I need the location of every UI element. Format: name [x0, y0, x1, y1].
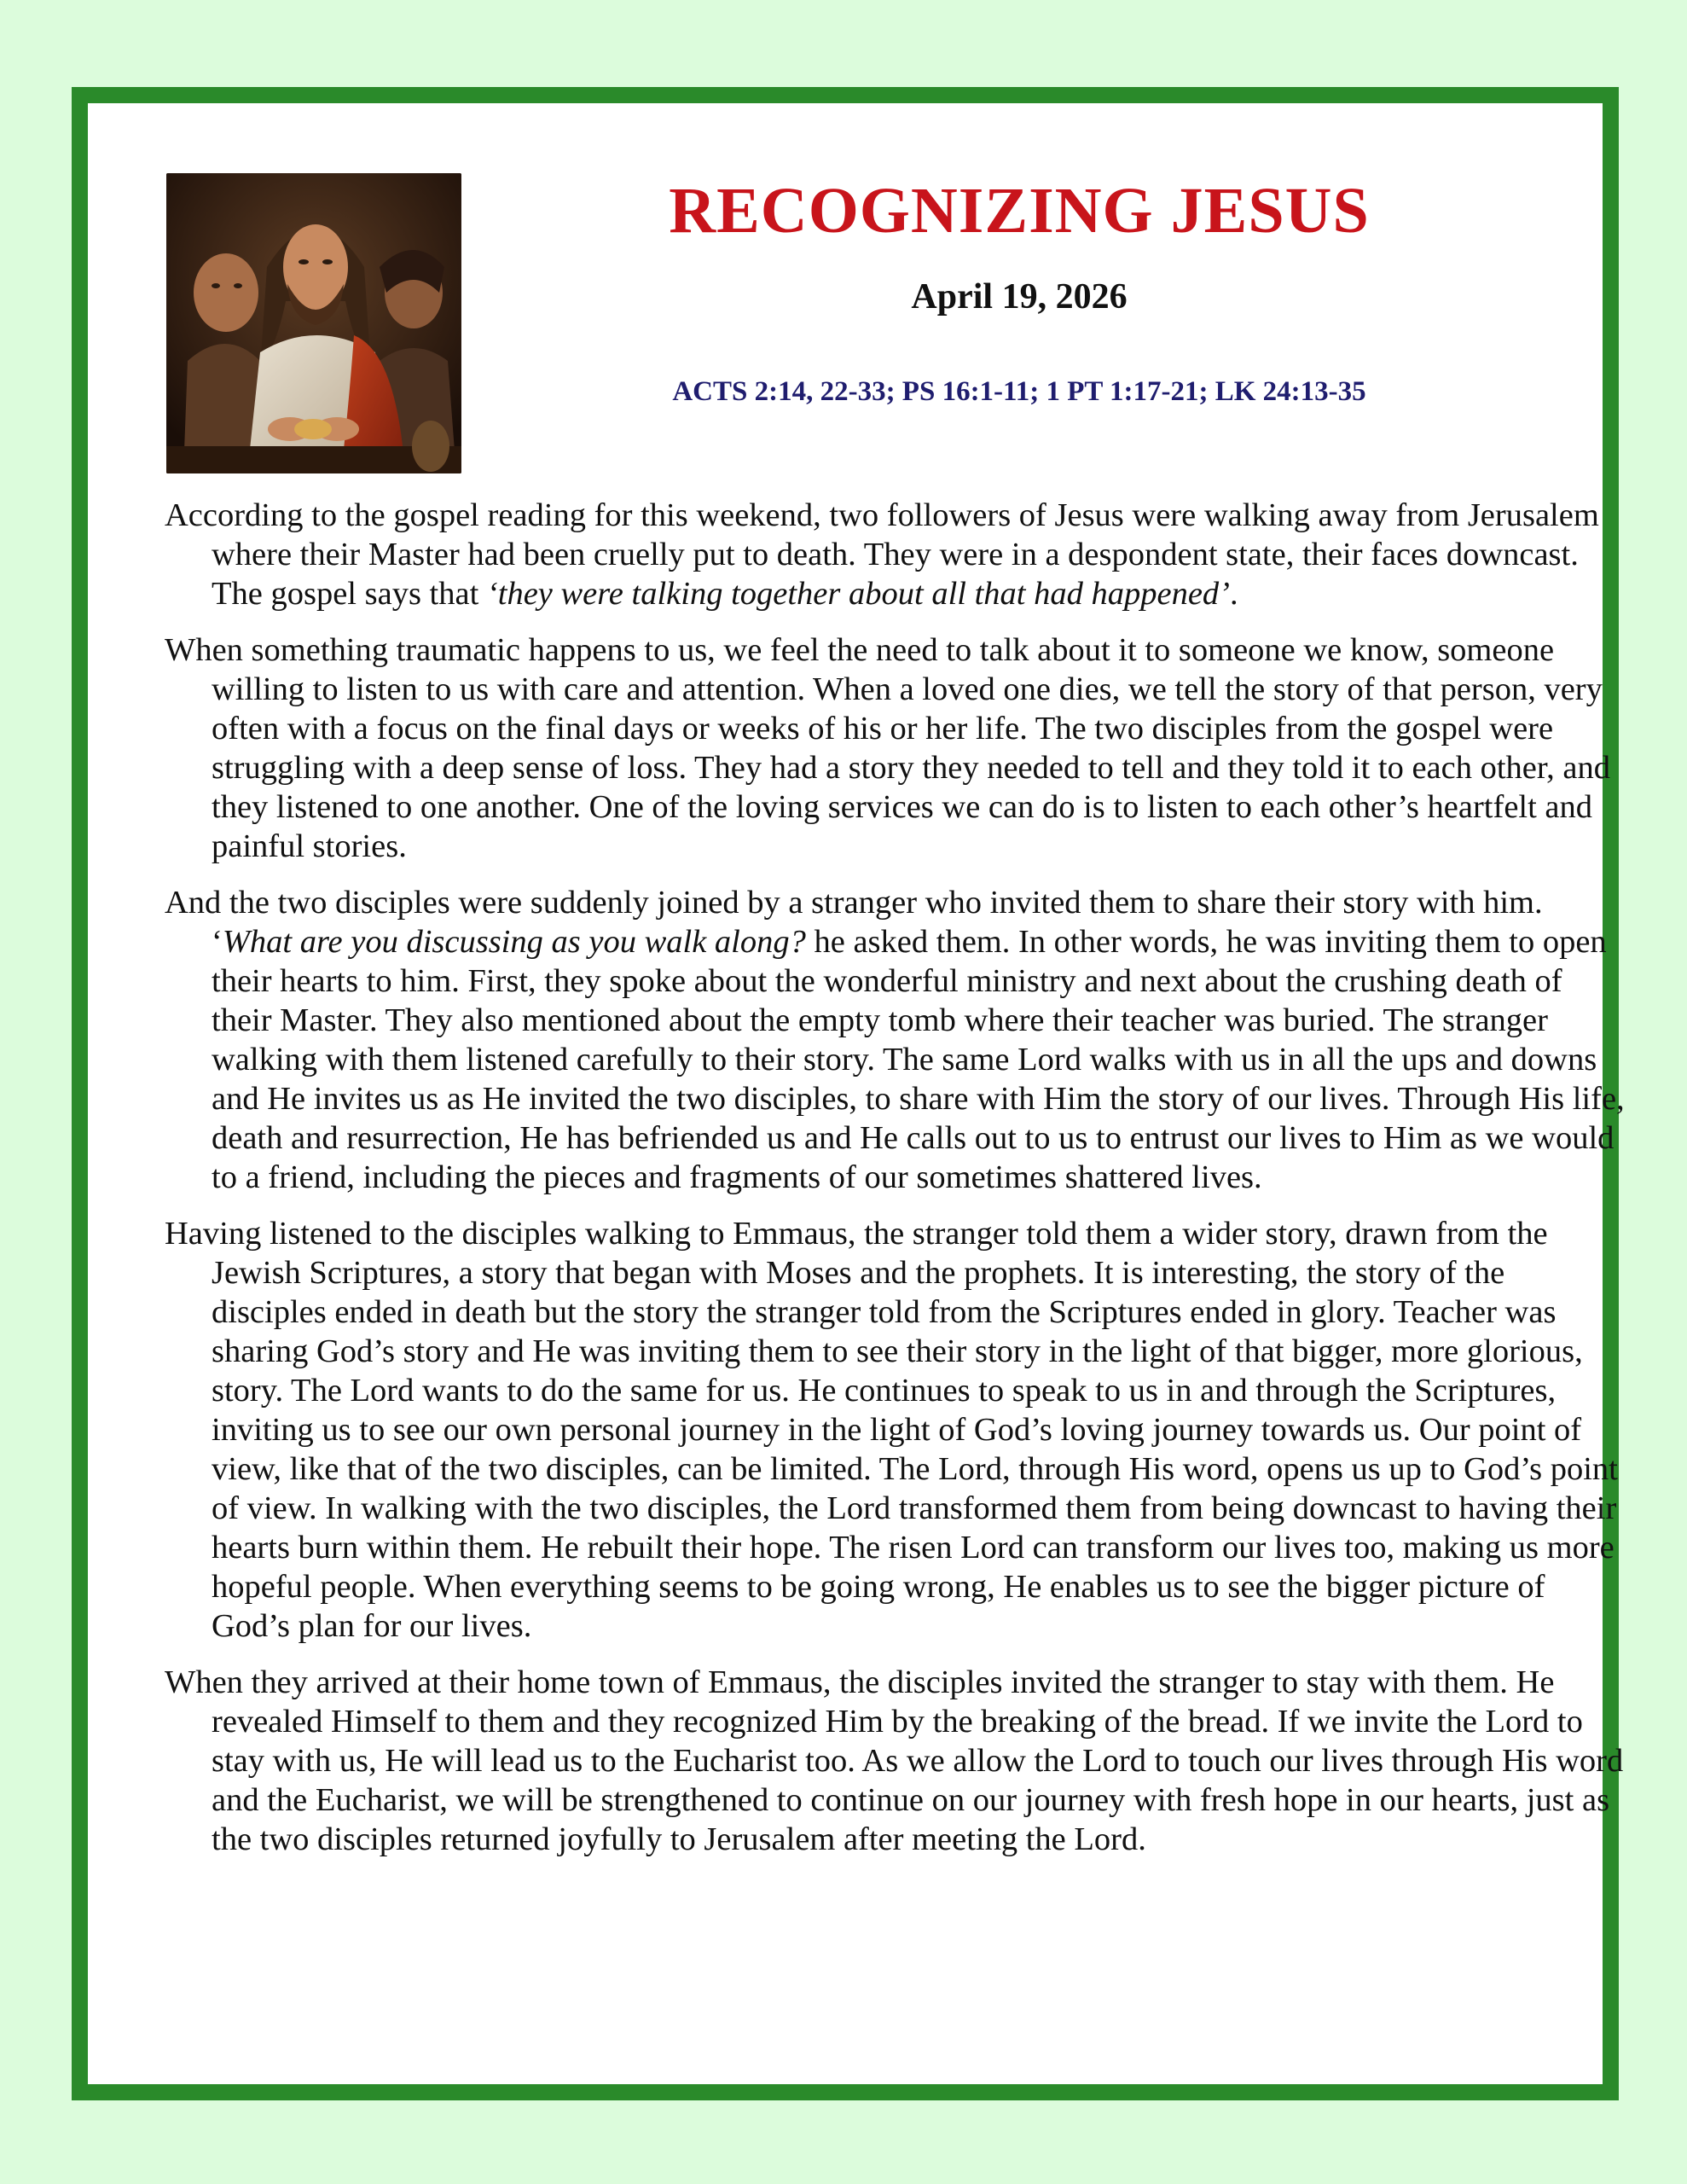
page-date: April 19, 2026	[911, 277, 1128, 317]
paragraph	[165, 883, 1627, 1197]
gospel-quote: What are you discussing as you walk along?	[222, 924, 806, 960]
paragraph	[165, 1214, 1627, 1646]
paragraph-text: Having listened to the disciples walking to Emmaus, the stranger told them a wider story, drawn from the Jewish Scriptures, a story that began with Moses and the prophets. It is interesting, the story of the disciples ended in death but the story the stranger told from the Scriptures ended in glory. Teacher was sharing God’s story and He was inviting them to see their story in the light of that bigger, more glorious, story. The Lord wants to do the same for us. He continues to speak to us in and through the Scriptures, inviting us to see our own personal journey in the light of God’s loving journey towards us. Our point of view, like that of the two disciples, can be limited. The Lord, through His word, opens us up to God’s point of view. In walking with the two disciples, the Lord transformed them from being downcast to having their hearts burn within them. He rebuilt their hope. The risen Lord can transform our lives too, making us more hopeful people. When everything seems to be going wrong, He enables us to see the bigger picture of God’s plan for our lives.	[165, 1216, 1618, 1644]
page-header	[166, 173, 1557, 475]
paragraph-text: And the two disciples were suddenly joined by a stranger who invited them to share their story with him. ‘	[165, 885, 1543, 960]
paragraph-text: When they arrived at their home town of Emmaus, the disciples invited the stranger to stay with them. He revealed Himself to them and they recognized Him by the breaking of the bread. If we invite the Lord to stay with us, He will lead us to the Eucharist too. As we allow the Lord to touch our lives through His word and the Eucharist, we will be strengthened to continue on our journey with fresh hope in our hearts, just as the two disciples returned joyfully to Jerusalem after meeting the Lord.	[165, 1664, 1624, 1857]
page-title: RECOGNIZING JESUS	[669, 175, 1370, 247]
gospel-quote: ‘they were talking together about all that had happened’	[486, 576, 1230, 612]
page-frame	[72, 87, 1625, 2100]
jesus-breaking-bread-image	[166, 173, 461, 473]
paragraph	[165, 1663, 1627, 1859]
scripture-readings: ACTS 2:14, 22-33; PS 16:1-11; 1 PT 1:17-21; LK 24:13-35	[672, 376, 1366, 407]
paragraph-text: .	[1229, 576, 1238, 612]
jesus-breaking-bread-portrait-icon	[166, 173, 461, 473]
reflection-body	[165, 496, 1627, 1876]
paragraph	[165, 496, 1627, 613]
paragraph-text: he asked them. In other words, he was inviting them to open their hearts to him. First, they spoke about the wonderful ministry and next about the crushing death of their Master. They also mentioned about the empty tomb where their teacher was buried. The stranger walking with them listened carefully to their story. The same Lord walks with us in all the ups and downs and He invites us as He invited the two disciples, to share with Him the story of our lives. Through His life, death and resurrection, He has befriended us and He calls out to us to entrust our lives to Him as we would to a friend, including the pieces and fragments of our sometimes shattered lives.	[212, 924, 1625, 1195]
paragraph-text: When something traumatic happens to us, we feel the need to talk about it to someone we know, someone willing to listen to us with care and attention. When a loved one dies, we tell the story of that person, very often with a focus on the final days or weeks of his or her life. The two disciples from the gospel were struggling with a deep sense of loss. They had a story they needed to tell and they told it to each other, and they listened to one another. One of the loving services we can do is to listen to each other’s heartfelt and painful stories.	[165, 632, 1611, 864]
paragraph	[165, 630, 1627, 866]
paragraph-text: According to the gospel reading for this weekend, two followers of Jesus were walking away from Jerusalem where their Master had been cruelly put to death. They were in a despondent state, their faces downcast. The gospel says that	[165, 497, 1599, 612]
